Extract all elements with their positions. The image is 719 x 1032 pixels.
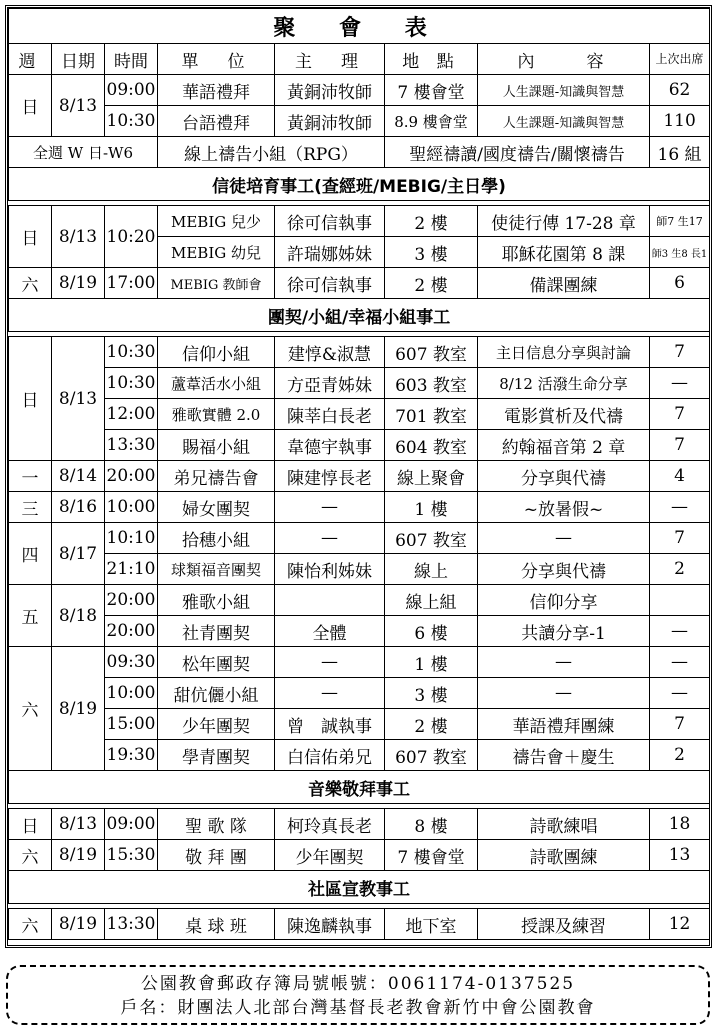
leader-cell [275,585,385,616]
table-row [9,554,710,585]
time-cell: 19:30 [105,740,158,771]
content-cell: 授課及練習 [478,909,650,940]
place-cell: 2 樓 [385,268,478,299]
time-cell: 10:30 [105,337,158,368]
section-title: 音樂敬拜事工 [9,771,710,804]
leader-cell: 陳莘白長老 [275,399,385,430]
attendance-cell: 師3 生8 長1 [650,237,710,268]
place-cell: 2 樓 [385,206,478,237]
header-row [9,44,710,75]
content-cell: 分享與代禱 [478,461,650,492]
attendance-cell: 12 [650,909,710,940]
unit-cell: 社青團契 [158,616,275,647]
unit-cell: 弟兄禱告會 [158,461,275,492]
table-row [9,678,710,709]
leader-cell: 韋德宇執事 [275,430,385,461]
time-cell: 10:30 [105,368,158,399]
unit-cell: 雅歌實體 2.0 [158,399,275,430]
time-cell: 10:00 [105,678,158,709]
meeting-schedule [5,5,712,948]
table-row [9,709,710,740]
table-row [9,75,710,106]
content-cell: 聖經禱讀/國度禱告/關懷禱告 [385,137,650,168]
page-title: 聚 會 表 [9,9,710,44]
content-cell: 人生課題-知識與智慧 [478,106,650,137]
attendance-cell: 62 [650,75,710,106]
attendance-cell: — [650,647,710,678]
time-cell: 15:00 [105,709,158,740]
content-cell: 耶穌花園第 8 課 [478,237,650,268]
unit-cell: 雅歌小組 [158,585,275,616]
date-cell: 8/18 [52,585,105,647]
leader-cell: 少年團契 [275,840,385,871]
leader-cell: 黃銅沛牧師 [275,75,385,106]
content-cell: 華語禮拜團練 [478,709,650,740]
weekly-label-cell: 全週 W 日-W6 [9,137,158,168]
content-cell: ~放暑假~ [478,492,650,523]
day-cell: 六 [9,268,52,299]
day-cell: 一 [9,461,52,492]
content-cell: 電影賞析及代禱 [478,399,650,430]
content-cell: 分享與代禱 [478,554,650,585]
date-cell: 8/14 [52,461,105,492]
content-cell: 約翰福音第 2 章 [478,430,650,461]
unit-cell: 甜伉儷小組 [158,678,275,709]
day-cell: 六 [9,909,52,940]
leader-cell: — [275,678,385,709]
place-cell: 7 樓會堂 [385,75,478,106]
content-cell: 備課團練 [478,268,650,299]
date-cell: 8/19 [52,647,105,771]
time-cell: 20:00 [105,461,158,492]
attendance-cell: 7 [650,337,710,368]
place-cell: 線上聚會 [385,461,478,492]
day-cell: 六 [9,647,52,771]
table-row [9,492,710,523]
unit-cell: 賜福小組 [158,430,275,461]
place-cell: 線上 [385,554,478,585]
unit-cell: 桌 球 班 [158,909,275,940]
section-title: 團契/小組/幸福小組事工 [9,299,710,332]
unit-cell: 蘆葦活水小組 [158,368,275,399]
leader-cell: 許瑞娜姊妹 [275,237,385,268]
content-cell: 使徒行傳 17-28 章 [478,206,650,237]
time-cell: 09:30 [105,647,158,678]
place-cell: 8 樓 [385,809,478,840]
place-cell: 6 樓 [385,616,478,647]
content-cell: 8/12 活潑生命分享 [478,368,650,399]
attendance-cell: 師7 生17 [650,206,710,237]
unit-cell: 華語禮拜 [158,75,275,106]
table-row [9,909,710,940]
day-cell: 五 [9,585,52,647]
col-leader: 主 理 [275,44,385,75]
unit-cell: 學青團契 [158,740,275,771]
content-cell: 詩歌團練 [478,840,650,871]
date-cell: 8/19 [52,268,105,299]
attendance-cell: 110 [650,106,710,137]
unit-cell: MEBIG 教師會 [158,268,275,299]
table-row [9,840,710,871]
day-cell: 四 [9,523,52,585]
attendance-cell: — [650,368,710,399]
content-cell: — [478,678,650,709]
table-row [9,740,710,771]
leader-cell: 徐可信執事 [275,206,385,237]
attendance-cell: 4 [650,461,710,492]
col-time: 時間 [105,44,158,75]
unit-cell: 球類福音團契 [158,554,275,585]
place-cell: 603 教室 [385,368,478,399]
content-cell: 主日信息分享與討論 [478,337,650,368]
date-cell: 8/13 [52,206,105,268]
table-row [9,430,710,461]
time-cell: 10:30 [105,106,158,137]
time-cell: 20:00 [105,585,158,616]
schedule-table [8,8,710,940]
day-cell: 日 [9,75,52,137]
col-attendance: 上次出席 [650,44,710,75]
col-place: 地 點 [385,44,478,75]
day-cell: 六 [9,840,52,871]
content-cell: 共讀分享-1 [478,616,650,647]
place-cell: 701 教室 [385,399,478,430]
leader-cell: 白信佑弟兄 [275,740,385,771]
table-row [9,585,710,616]
content-cell: 信仰分享 [478,585,650,616]
place-cell: 7 樓會堂 [385,840,478,871]
content-cell: — [478,523,650,554]
col-week: 週 [9,44,52,75]
time-cell: 21:10 [105,554,158,585]
leader-cell: 全體 [275,616,385,647]
attendance-cell: 2 [650,740,710,771]
attendance-cell: 2 [650,554,710,585]
table-row [9,106,710,137]
table-row [9,461,710,492]
attendance-cell: 7 [650,399,710,430]
leader-cell: 方亞青姊妹 [275,368,385,399]
place-cell: 3 樓 [385,237,478,268]
unit-cell: 聖 歌 隊 [158,809,275,840]
attendance-cell: 6 [650,268,710,299]
day-cell: 三 [9,492,52,523]
date-cell: 8/13 [52,75,105,137]
place-cell: 1 樓 [385,492,478,523]
attendance-cell: — [650,678,710,709]
date-cell: 8/16 [52,492,105,523]
time-cell: 09:00 [105,809,158,840]
time-cell: 13:30 [105,909,158,940]
unit-cell: 線上禱告小組（RPG） [158,137,385,168]
col-unit: 單 位 [158,44,275,75]
leader-cell: — [275,647,385,678]
section-title: 社區宣教事工 [9,871,710,904]
place-cell: 8.9 樓會堂 [385,106,478,137]
place-cell: 線上組 [385,585,478,616]
place-cell: 2 樓 [385,709,478,740]
attendance-cell: 7 [650,523,710,554]
unit-cell: 松年團契 [158,647,275,678]
table-row [9,399,710,430]
place-cell: 3 樓 [385,678,478,709]
leader-cell: 黃銅沛牧師 [275,106,385,137]
day-cell: 日 [9,809,52,840]
time-cell: 09:00 [105,75,158,106]
attendance-cell: 7 [650,430,710,461]
unit-cell: 婦女團契 [158,492,275,523]
leader-cell: 徐可信執事 [275,268,385,299]
postal-account-line: 公園教會郵政存簿局號帳號：0061174-0137525 [140,974,576,994]
time-cell: 20:00 [105,616,158,647]
attendance-cell: 16 組 [650,137,710,168]
content-cell: — [478,647,650,678]
unit-cell: 拾穗小組 [158,523,275,554]
place-cell: 607 教室 [385,523,478,554]
table-row [9,616,710,647]
col-content: 內 容 [478,44,650,75]
table-row [9,647,710,678]
leader-cell: 陳怡利姊妹 [275,554,385,585]
leader-cell: 陳逸麟執事 [275,909,385,940]
table-row [9,523,710,554]
day-cell: 日 [9,337,52,461]
leader-cell: 建惇&淑慧 [275,337,385,368]
col-date: 日期 [52,44,105,75]
table-row [9,206,710,237]
time-cell: 13:30 [105,430,158,461]
unit-cell: 少年團契 [158,709,275,740]
time-cell: 10:10 [105,523,158,554]
leader-cell: — [275,492,385,523]
leader-cell: — [275,523,385,554]
place-cell: 607 教室 [385,740,478,771]
table-row [9,368,710,399]
time-cell: 12:00 [105,399,158,430]
table-row [9,337,710,368]
unit-cell: 信仰小組 [158,337,275,368]
unit-cell: 台語禮拜 [158,106,275,137]
place-cell: 604 教室 [385,430,478,461]
account-info-box [6,965,710,1025]
date-cell: 8/13 [52,809,105,840]
attendance-cell: 18 [650,809,710,840]
time-cell: 10:20 [105,206,158,268]
attendance-cell: 7 [650,709,710,740]
time-cell: 10:00 [105,492,158,523]
unit-cell: MEBIG 兒少 [158,206,275,237]
place-cell: 地下室 [385,909,478,940]
date-cell: 8/17 [52,523,105,585]
table-row [9,809,710,840]
content-cell: 人生課題-知識與智慧 [478,75,650,106]
day-cell: 日 [9,206,52,268]
time-cell: 17:00 [105,268,158,299]
section-title: 信徒培育事工(查經班/MEBIG/主日學) [9,168,710,201]
leader-cell: 陳建惇長老 [275,461,385,492]
leader-cell: 曾 誠執事 [275,709,385,740]
place-cell: 1 樓 [385,647,478,678]
date-cell: 8/19 [52,840,105,871]
leader-cell: 柯玲真長老 [275,809,385,840]
attendance-cell [650,585,710,616]
account-name-line: 戶名：財團法人北部台灣基督長老教會新竹中會公園教會 [120,998,596,1018]
attendance-cell: 13 [650,840,710,871]
date-cell: 8/13 [52,337,105,461]
attendance-cell: — [650,492,710,523]
attendance-cell: — [650,616,710,647]
content-cell: 禱告會＋慶生 [478,740,650,771]
unit-cell: MEBIG 幼兒 [158,237,275,268]
time-cell: 15:30 [105,840,158,871]
place-cell: 607 教室 [385,337,478,368]
table-row [9,268,710,299]
date-cell: 8/19 [52,909,105,940]
unit-cell: 敬 拜 團 [158,840,275,871]
content-cell: 詩歌練唱 [478,809,650,840]
table-row [9,137,710,168]
